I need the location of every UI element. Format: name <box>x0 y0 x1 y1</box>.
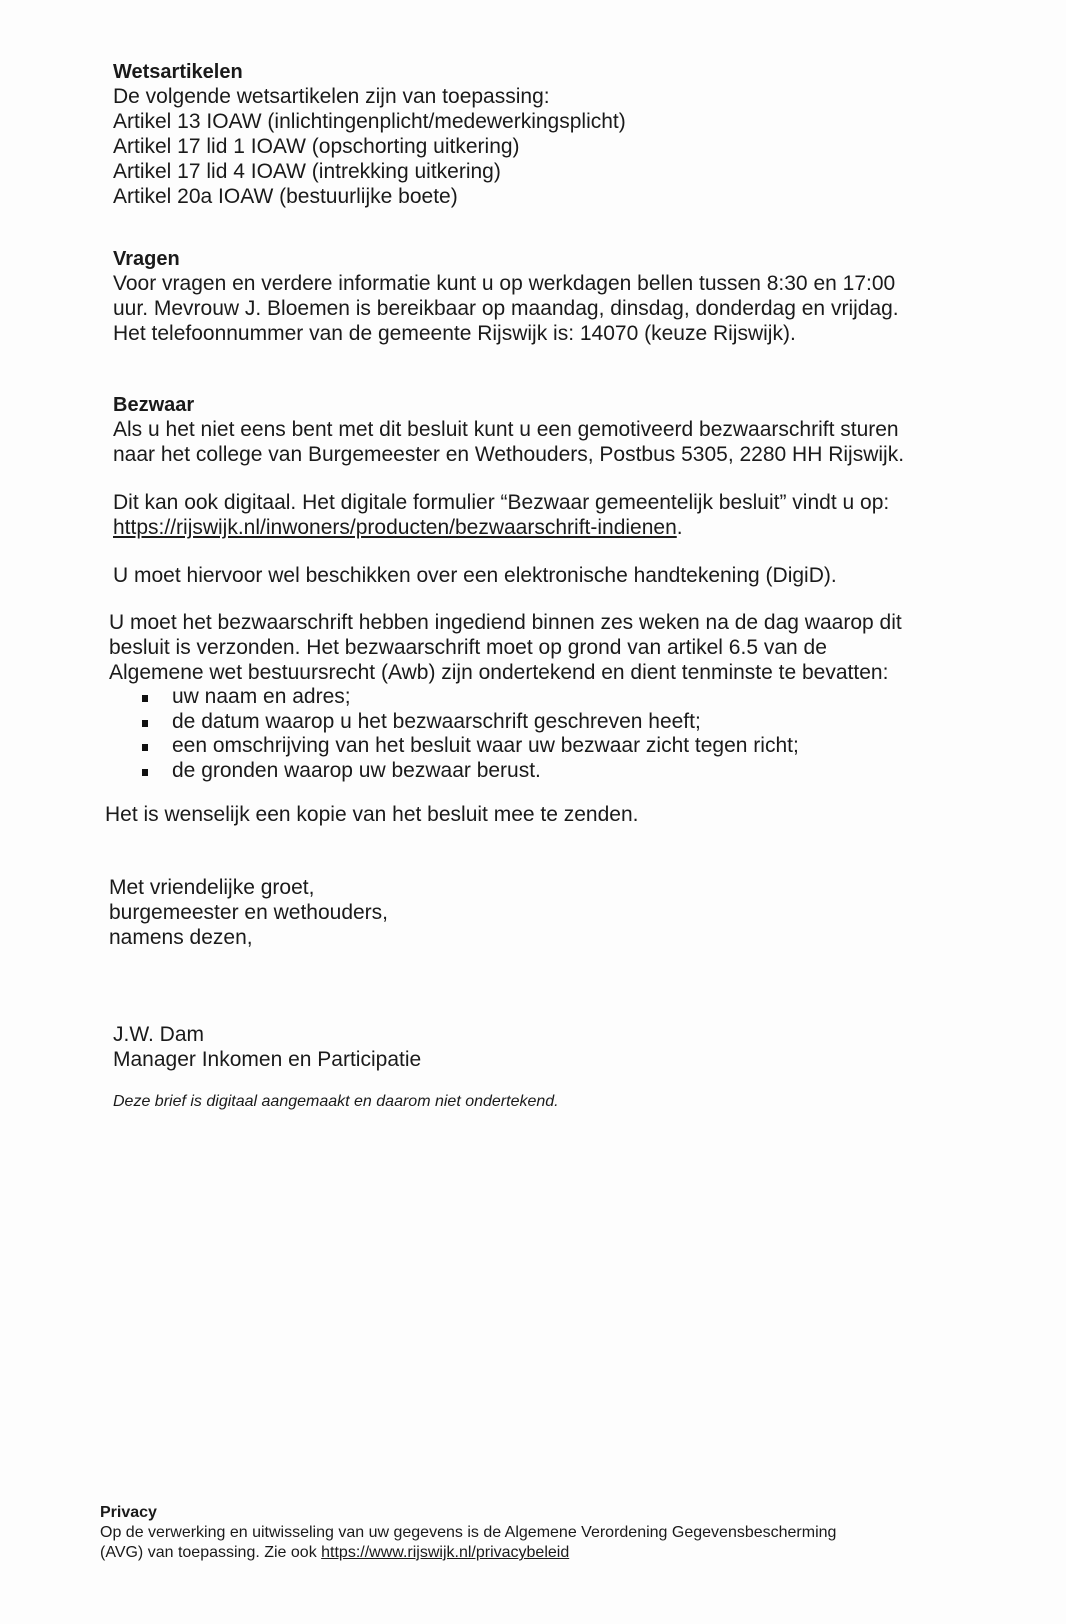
signatory-title: Manager Inkomen en Participatie <box>113 1048 422 1071</box>
requirements-list <box>109 685 969 783</box>
closing <box>109 875 969 950</box>
section-heading: Wetsartikelen <box>113 61 243 83</box>
article-line: Artikel 17 lid 1 IOAW (opschorting uitkering) <box>113 135 520 158</box>
text-line: Voor vragen en verdere informatie kunt u op werkdagen bellen tussen 8:30 en 17:00 <box>113 272 896 295</box>
privacy-footer <box>100 1503 980 1563</box>
signature-note <box>113 1092 973 1112</box>
text-line: besluit is verzonden. Het bezwaarschrift moet op grond van artikel 6.5 van de <box>109 636 827 659</box>
list-item: de datum waarop u het bezwaarschrift geschreven heeft; <box>109 710 969 735</box>
privacy-text: Op de verwerking en uitwisseling van uw gegevens is de Algemene Verordening Gegevensbescherming <box>100 1524 837 1541</box>
digid-paragraph <box>113 563 973 588</box>
text-line: uur. Mevrouw J. Bloemen is bereikbaar op maandag, dinsdag, donderdag en vrijdag. <box>113 297 899 320</box>
closing-line: Met vriendelijke groet, <box>109 876 315 899</box>
text-line: naar het college van Burgemeester en Wethouders, Postbus 5305, 2280 HH Rijswijk. <box>113 443 905 466</box>
article-line: Artikel 20a IOAW (bestuurlijke boete) <box>113 185 458 208</box>
section-heading: Vragen <box>113 248 180 270</box>
list-item: de gronden waarop uw bezwaar berust. <box>109 759 969 784</box>
closing-line: namens dezen, <box>109 926 253 949</box>
closing-line: burgemeester en wethouders, <box>109 901 388 924</box>
signatory-name: J.W. Dam <box>113 1023 205 1046</box>
article-line: Artikel 17 lid 4 IOAW (intrekking uitkering) <box>113 160 501 183</box>
privacy-text <box>100 1543 980 1563</box>
digital-paragraph <box>113 490 973 540</box>
text-line: Het is wenselijk een kopie van het besluit mee te zenden. <box>105 803 639 826</box>
section-vragen <box>113 247 973 346</box>
text-line: U moet hiervoor wel beschikken over een elektronische handtekening (DigiD). <box>113 564 837 587</box>
privacy-link[interactable]: https://www.rijswijk.nl/privacybeleid <box>321 1544 570 1561</box>
section-intro: De volgende wetsartikelen zijn van toepassing: <box>113 85 550 108</box>
copy-paragraph <box>105 802 965 827</box>
section-wetsartikelen <box>113 60 973 209</box>
privacy-prefix: (AVG) van toepassing. Zie ook <box>100 1544 322 1561</box>
digital-link-line <box>113 515 973 540</box>
digital-note: Deze brief is digitaal aangemaakt en daarom niet ondertekend. <box>113 1093 559 1110</box>
text-line: Dit kan ook digitaal. Het digitale formulier “Bezwaar gemeentelijk besluit” vindt u op: <box>113 491 890 514</box>
requirements-paragraph <box>109 610 969 783</box>
section-heading: Bezwaar <box>113 394 195 416</box>
list-item: een omschrijving van het besluit waar uw bezwaar zicht tegen richt; <box>109 734 969 759</box>
text-line: U moet het bezwaarschrift hebben ingediend binnen zes weken na de dag waarop dit <box>109 611 902 634</box>
link-suffix: . <box>676 516 683 539</box>
privacy-heading: Privacy <box>100 1504 157 1521</box>
list-item: uw naam en adres; <box>109 685 969 710</box>
section-bezwaar <box>113 393 973 467</box>
text-line: Algemene wet bestuursrecht (Awb) zijn ondertekend en dient tenminste te bevatten: <box>109 661 889 684</box>
article-line: Artikel 13 IOAW (inlichtingenplicht/medewerkingsplicht) <box>113 110 626 133</box>
text-line: Als u het niet eens bent met dit besluit kunt u een gemotiveerd bezwaarschrift sturen <box>113 418 899 441</box>
bezwaar-link[interactable]: https://rijswijk.nl/inwoners/producten/bezwaarschrift-indienen <box>113 516 677 539</box>
text-line: Het telefoonnummer van de gemeente Rijswijk is: 14070 (keuze Rijswijk). <box>113 322 796 345</box>
signatory <box>113 1022 973 1072</box>
